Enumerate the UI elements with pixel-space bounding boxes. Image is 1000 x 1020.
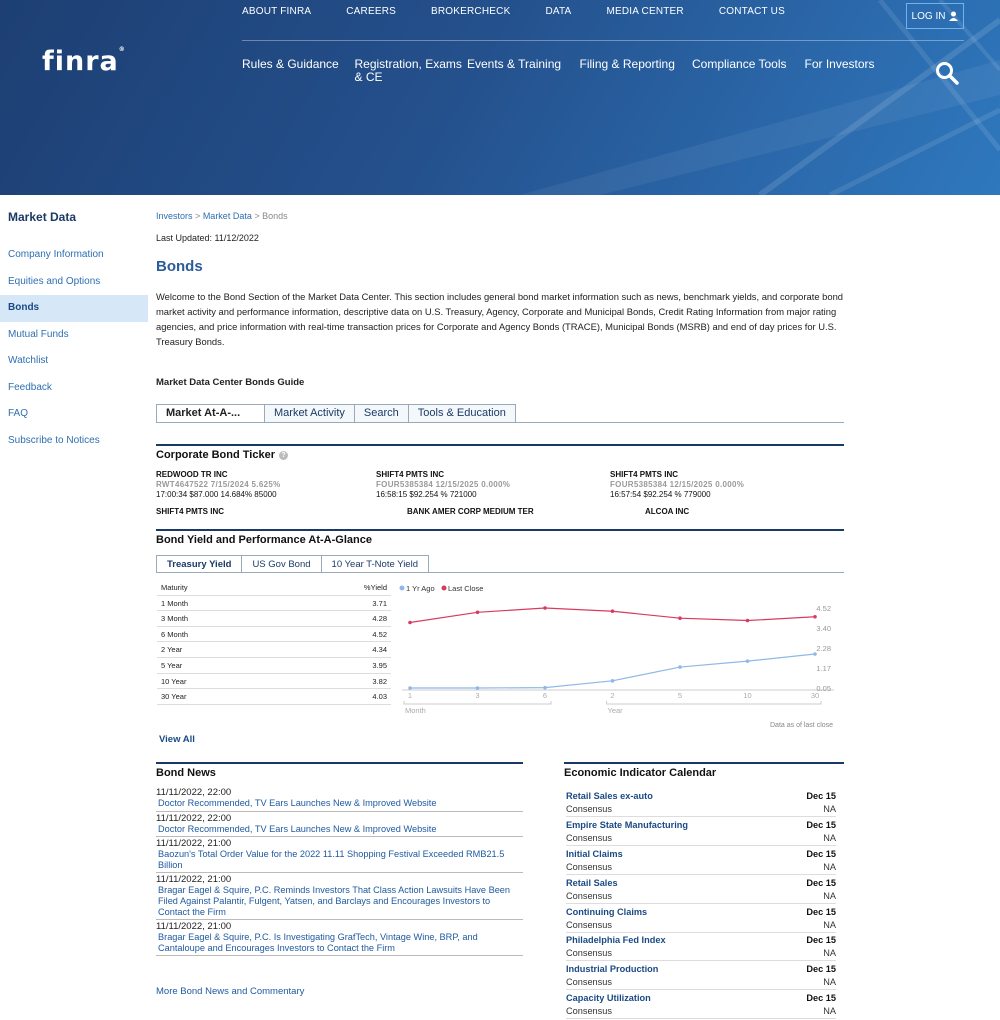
section-divider	[156, 444, 844, 446]
data-point	[746, 619, 750, 623]
news-item[interactable]	[156, 920, 523, 956]
sidebar-item-feedback[interactable]: Feedback	[8, 381, 52, 393]
top-link-careers[interactable]: CAREERS	[346, 6, 396, 17]
econ-date: Dec 15	[806, 993, 836, 1004]
guide-title: Market Data Center Bonds Guide	[156, 377, 305, 388]
econ-indicator[interactable]: Initial Claims	[566, 848, 623, 859]
main-nav	[242, 58, 917, 84]
econ-indicator[interactable]: Empire State Manufacturing	[566, 819, 689, 830]
econ-label: Consensus	[566, 919, 612, 930]
ticker-meta: RWT4647522 7/15/2024 5.625%	[156, 480, 281, 489]
econ-date: Dec 15	[806, 935, 836, 946]
news-date: 11/11/2022, 22:00	[156, 787, 232, 798]
view-all-link[interactable]: View All	[159, 734, 195, 745]
econ-value: NA	[823, 861, 836, 872]
data-point	[611, 609, 615, 613]
econ-label: Consensus	[566, 861, 612, 872]
ticker-meta: FOUR5385384 12/15/2025 0.000%	[610, 480, 745, 489]
yield-tabs	[156, 555, 429, 573]
y-tick-label: 4.52	[816, 604, 831, 613]
table-row: 30 Year 4.03	[157, 689, 391, 705]
ticker-issuer: ALCOA INC	[645, 507, 690, 516]
x-tick-label: 10	[743, 691, 752, 700]
ticker-issuer: BANK AMER CORP MEDIUM TER	[407, 507, 534, 516]
econ-value: NA	[823, 832, 836, 843]
x-group-bracket	[404, 701, 551, 704]
econ-title: Economic Indicator Calendar	[564, 767, 717, 779]
list-item[interactable]	[564, 847, 844, 876]
ticker-item[interactable]	[376, 470, 510, 500]
x-group-bracket	[607, 701, 822, 704]
ticker-trade: 16:57:54 $92.254 % 779000	[610, 490, 711, 499]
econ-indicator[interactable]: Retail Sales	[566, 877, 618, 888]
breadcrumb-market-data[interactable]: Market Data	[202, 211, 252, 221]
sidebar-nav	[0, 242, 148, 454]
breadcrumb-investors[interactable]: Investors	[156, 211, 193, 221]
ticker-trade: 16:58:15 $92.254 % 721000	[376, 490, 477, 499]
ticker-issuer: SHIFT4 PMTS INC	[376, 470, 445, 479]
news-headline[interactable]: Doctor Recommended, TV Ears Launches New & Improved Website	[158, 823, 437, 834]
sidebar-item-company-information[interactable]: Company Information	[8, 249, 104, 260]
intro-text: Welcome to the Bond Section of the Market Data Center. This section includes general bond market information such as news, benchmark yields, and corporate bond market activity and performance information, descriptive data on U.S. Treasury, Agency, Corporate and Municipal Bonds, Credit Rating Information from major rating agencies, and price information with real-time transaction prices for Corporate and Agency Bonds (TRACE), Municipal Bonds (MSRB) and end of day prices for U.S. Treasury Bonds.	[156, 291, 844, 347]
news-date: 11/11/2022, 22:00	[156, 812, 232, 824]
legend-marker	[442, 586, 447, 591]
data-point	[408, 621, 412, 625]
data-point	[476, 610, 480, 614]
news-item[interactable]	[156, 786, 523, 812]
nav-rules-guidance[interactable]: Rules & Guidance	[242, 57, 339, 71]
econ-value: NA	[823, 919, 836, 930]
y-tick-label: 0.05	[816, 684, 831, 693]
top-link-contact[interactable]: CONTACT US	[718, 6, 785, 17]
tab-tools-education[interactable]: Tools & Education	[409, 404, 516, 423]
y-tick-label: 3.40	[816, 624, 831, 634]
list-item[interactable]	[564, 962, 844, 991]
table-row: 10 Year 3.82	[157, 674, 391, 690]
header-background-graphic	[0, 0, 1000, 195]
nav-registration[interactable]: Registration, Exams & CE	[354, 57, 462, 84]
x-group-label: Year	[607, 706, 623, 715]
tabs-divider	[156, 422, 844, 423]
legend-marker	[400, 586, 405, 591]
x-tick-label: 1	[407, 691, 413, 700]
series-line	[410, 654, 815, 688]
legend-label: Last Close	[448, 584, 484, 593]
x-tick-label: 5	[677, 691, 683, 700]
nav-compliance[interactable]: Compliance Tools	[692, 57, 787, 71]
list-item[interactable]	[564, 905, 844, 934]
econ-value: NA	[823, 804, 836, 814]
tab-market-at-a-glance[interactable]: Market At-A-...	[156, 404, 265, 423]
table-row: 2 Year 4.34	[157, 642, 391, 658]
ticker-trade: 17:00:34 $87.000 14.684% 85000	[156, 490, 277, 499]
sidebar-item-mutual-funds[interactable]: Mutual Funds	[8, 328, 69, 340]
ticker-issuer: REDWOOD TR INC	[156, 470, 228, 479]
breadcrumb	[156, 211, 288, 221]
y-tick-label: 2.28	[816, 644, 831, 654]
yield-table	[157, 580, 391, 705]
econ-indicator[interactable]: Philadelphia Fed Index	[566, 935, 666, 946]
guide-tabs	[156, 404, 516, 423]
ticker-clipped-row	[156, 507, 844, 516]
econ-label: Consensus	[566, 977, 612, 988]
tab-treasury-yield[interactable]: Treasury Yield	[156, 555, 242, 573]
login-button[interactable]	[906, 3, 964, 29]
news-item[interactable]	[156, 873, 523, 920]
x-tick-label: 6	[542, 691, 548, 700]
data-point	[678, 616, 682, 620]
news-headline[interactable]: Doctor Recommended, TV Ears Launches New & Improved Website	[158, 798, 437, 808]
yield-title: Bond Yield and Performance At-A-Glance	[156, 534, 372, 546]
table-row: 3 Month 4.28	[157, 611, 391, 627]
x-tick-label: 3	[475, 691, 480, 700]
x-tick-label: 30	[810, 691, 820, 700]
ticker-issuer: SHIFT4 PMTS INC	[610, 470, 679, 479]
news-date: 11/11/2022, 21:00	[156, 921, 232, 933]
top-link-brokercheck[interactable]: BROKERCHECK	[431, 6, 511, 17]
econ-value: NA	[823, 948, 836, 959]
econ-indicator[interactable]: Capacity Utilization	[566, 993, 651, 1004]
x-tick-label: 2	[610, 691, 615, 700]
econ-label: Consensus	[566, 804, 612, 814]
utility-nav	[242, 6, 820, 17]
x-group-label: Month	[405, 706, 426, 715]
sidebar-title: Market Data	[8, 210, 77, 224]
login-label: LOG IN	[911, 10, 946, 22]
news-headline[interactable]: Bragar Eagel & Squire, P.C. Is Investigating GrafTech, Vintage Wine, BRP, and Cantaloupe and Encourages Investors to Contact the Firm	[158, 932, 478, 953]
econ-date: Dec 15	[806, 964, 836, 975]
sidebar-item-subscribe[interactable]: Subscribe to Notices	[8, 434, 100, 446]
top-link-about[interactable]: ABOUT FINRA	[242, 6, 312, 17]
ticker-issuer: SHIFT4 PMTS INC	[156, 507, 225, 516]
ticker-item[interactable]	[610, 470, 744, 500]
data-point	[611, 679, 615, 683]
econ-value: NA	[823, 890, 836, 901]
econ-list	[564, 789, 844, 1017]
data-point	[476, 686, 480, 690]
news-headline[interactable]: Baozun's Total Order Value for the 2022 11.11 Shopping Festival Exceeded RMB21.5 Billion	[158, 849, 505, 870]
yield-curve-chart	[398, 580, 844, 718]
header-divider	[242, 40, 964, 41]
nav-events[interactable]: Events & Training	[467, 57, 562, 71]
data-note: Data as of last close	[770, 722, 834, 729]
breadcrumb-current: Bonds	[262, 211, 288, 221]
finra-logo[interactable]: finra®	[42, 46, 126, 77]
tab-search[interactable]: Search	[355, 404, 409, 423]
news-date: 11/11/2022, 21:00	[156, 874, 232, 886]
econ-date: Dec 15	[806, 791, 836, 801]
data-point	[408, 686, 412, 690]
list-item[interactable]	[564, 818, 844, 847]
more-news-link[interactable]: More Bond News and Commentary	[156, 986, 305, 997]
econ-indicator[interactable]: Retail Sales ex-auto	[566, 791, 653, 801]
tab-market-activity[interactable]: Market Activity	[265, 404, 355, 423]
sidebar-item-faq[interactable]: FAQ	[8, 408, 29, 419]
econ-label: Consensus	[566, 1006, 612, 1017]
econ-value: NA	[823, 977, 836, 988]
breadcrumb-separator: >	[195, 211, 201, 221]
econ-date: Dec 15	[806, 906, 836, 917]
data-point	[813, 652, 817, 656]
econ-date: Dec 15	[806, 877, 836, 888]
news-date: 11/11/2022, 21:00	[156, 838, 232, 850]
list-item[interactable]	[564, 876, 844, 905]
nav-filing[interactable]: Filing & Reporting	[579, 57, 675, 71]
top-link-media-center[interactable]: MEDIA CENTER	[606, 6, 684, 17]
econ-value: NA	[823, 1006, 836, 1017]
user-icon	[949, 11, 958, 21]
news-headline[interactable]: Bragar Eagel & Squire, P.C. Reminds Investors That Class Action Lawsuits Have Been Filed Against Palantir, Fulgent, Yatsen, and Barclays and Encourages Investors to Contact the Firm	[158, 885, 511, 917]
sidebar-item-equities-options[interactable]: Equities and Options	[8, 275, 101, 287]
news-title: Bond News	[156, 767, 216, 779]
yield-tabs-divider	[156, 572, 844, 573]
data-point	[543, 606, 547, 610]
econ-indicator[interactable]: Industrial Production	[566, 964, 659, 975]
last-updated: Last Updated: 11/12/2022	[156, 233, 259, 243]
econ-indicator[interactable]: Continuing Claims	[566, 906, 648, 917]
col-maturity: Maturity	[161, 583, 188, 592]
ticker-meta: FOUR5385384 12/15/2025 0.000%	[376, 480, 511, 489]
section-divider	[564, 762, 844, 764]
page-title: Bonds	[156, 258, 203, 275]
site-header	[0, 0, 1000, 195]
econ-label: Consensus	[566, 832, 612, 843]
data-point	[746, 659, 750, 663]
sidebar-item-watchlist[interactable]: Watchlist	[8, 355, 49, 366]
list-item[interactable]	[564, 933, 844, 962]
data-point	[813, 615, 817, 619]
econ-date: Dec 15	[806, 819, 836, 830]
econ-date: Dec 15	[806, 848, 836, 859]
list-item[interactable]	[564, 991, 844, 1020]
tab-us-gov-bond[interactable]: US Gov Bond	[242, 555, 321, 573]
news-item[interactable]	[156, 837, 523, 873]
ticker-title: Corporate Bond Ticker ?	[156, 449, 288, 461]
data-point	[543, 686, 547, 690]
table-row: 6 Month 4.52	[157, 627, 391, 643]
help-icon[interactable]: ?	[279, 451, 288, 460]
col-yield: %Yield	[363, 583, 387, 592]
table-row: 5 Year 3.95	[157, 658, 391, 674]
nav-investors[interactable]: For Investors	[804, 57, 875, 71]
y-tick-label: 1.17	[816, 663, 831, 673]
yield-table-header	[157, 580, 391, 596]
data-point	[678, 665, 682, 669]
sidebar-item-bonds[interactable]: Bonds	[0, 295, 148, 322]
econ-label: Consensus	[566, 890, 612, 901]
legend-label: 1 Yr Ago	[406, 584, 435, 593]
breadcrumb-separator: >	[254, 211, 260, 221]
section-divider	[156, 529, 844, 531]
ticker-item[interactable]	[156, 470, 280, 500]
list-item[interactable]	[564, 789, 844, 818]
search-icon[interactable]	[935, 61, 959, 85]
section-divider	[156, 762, 523, 764]
news-item[interactable]	[156, 812, 523, 838]
tab-10yr-tnote[interactable]: 10 Year T-Note Yield	[322, 555, 429, 573]
news-list	[156, 786, 523, 956]
table-row: 1 Month 3.71	[157, 596, 391, 612]
top-link-data[interactable]: DATA	[545, 6, 572, 17]
econ-label: Consensus	[566, 948, 612, 959]
